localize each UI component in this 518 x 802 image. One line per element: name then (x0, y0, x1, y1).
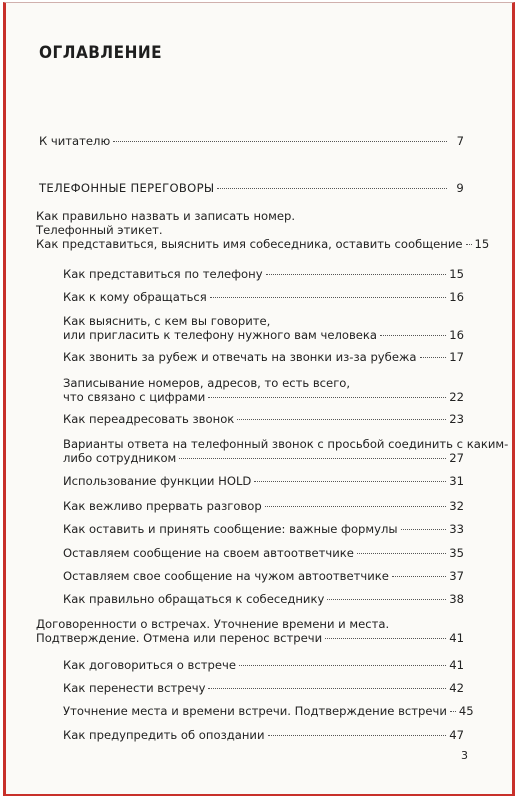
toc-entry-title: Оставляем свое сообщение на чужом автоответчике (63, 569, 389, 583)
leader-dots (268, 735, 447, 736)
toc-entry-page: 16 (449, 290, 464, 304)
toc-entry[interactable] (6, 658, 512, 672)
toc-section-title: ТЕЛЕФОННЫЕ ПЕРЕГОВОРЫ (39, 181, 215, 195)
leader-dots (208, 688, 446, 689)
toc-entry-page: 45 (458, 704, 474, 718)
toc-entry-title: Как вежливо прервать разговор (63, 499, 262, 513)
toc-entry[interactable] (6, 569, 512, 583)
toc-entry[interactable] (6, 134, 512, 148)
toc-entry-line: Варианты ответа на телефонный звонок с просьбой соединить с каким- (63, 437, 509, 451)
toc-entry-line: Договоренности о встречах. Уточнение времени и места. (36, 617, 390, 631)
leader-dots (179, 458, 446, 459)
toc-entry-page: 7 (456, 134, 464, 148)
leader-dots (208, 397, 446, 398)
toc-entry-page: 17 (449, 350, 464, 364)
toc-entry-line: Телефонный этикет. (36, 223, 163, 237)
toc-entry-title: Как правильно обращаться к собеседнику (63, 592, 325, 606)
toc-entry[interactable] (6, 290, 512, 304)
toc-entry-page: 27 (449, 451, 464, 465)
toc-entry[interactable] (6, 412, 512, 426)
toc-entry-page: 31 (449, 474, 464, 488)
toc-entry-page: 41 (449, 631, 464, 645)
toc-entry-page: 22 (449, 390, 464, 404)
toc-entry-title: Как к кому обращаться (63, 290, 207, 304)
toc-entry[interactable] (6, 499, 512, 513)
toc-entry-title: Как оставить и принять сообщение: важные формулы (63, 522, 398, 536)
toc-entry[interactable] (6, 314, 512, 342)
page-number: 3 (461, 749, 468, 762)
toc-entry-page: 16 (449, 328, 464, 342)
toc-entry-line: Записывание номеров, адресов, то есть всего, (63, 376, 351, 390)
toc-entry-title: или пригласить к телефону нужного вам человека (63, 328, 378, 342)
toc-entry-title: Как предупредить об опоздании (63, 728, 265, 742)
toc-entry-page: 38 (449, 592, 464, 606)
leader-dots (392, 576, 446, 577)
toc-entry-title: Как переадресовать звонок (63, 412, 235, 426)
toc-entry-page: 33 (449, 522, 464, 536)
toc-entry[interactable] (6, 617, 512, 645)
toc-entry-page: 15 (474, 237, 490, 251)
book-page (3, 2, 515, 796)
leader-dots (357, 553, 446, 554)
toc-entry-page: 9 (456, 181, 464, 195)
toc-entry-line: Как правильно назвать и записать номер. (36, 209, 296, 223)
toc-entry-page: 42 (449, 681, 464, 695)
leader-dots (380, 335, 446, 336)
toc-entry[interactable] (6, 728, 512, 742)
toc-entry-title: Как представиться по телефону (63, 267, 263, 281)
toc-entry-page: 23 (449, 412, 464, 426)
toc-entry[interactable] (6, 209, 512, 251)
toc-entry-title: Подтверждение. Отмена или перенос встречи (36, 631, 323, 645)
leader-dots (265, 506, 447, 507)
leader-dots (254, 481, 446, 482)
leader-dots (450, 711, 456, 712)
toc-heading: ОГЛАВЛЕНИЕ (39, 43, 163, 63)
toc-entry-page: 32 (449, 499, 464, 513)
leader-dots (217, 188, 447, 189)
toc-entry-title: Как звонить за рубеж и отвечать на звонки из-за рубежа (63, 350, 417, 364)
toc-entry-page: 47 (449, 728, 464, 742)
leader-dots (210, 297, 446, 298)
toc-section[interactable] (6, 181, 512, 195)
leader-dots (113, 141, 447, 142)
toc-entry[interactable] (6, 267, 512, 281)
toc-entry[interactable] (6, 681, 512, 695)
toc-entry[interactable] (6, 546, 512, 560)
toc-entry-title: Как договориться о встрече (63, 658, 236, 672)
toc-entry[interactable] (6, 350, 512, 364)
leader-dots (466, 244, 472, 245)
toc-entry[interactable] (6, 376, 512, 404)
leader-dots (266, 274, 447, 275)
toc-entry-title: К читателю (39, 134, 111, 148)
toc-entry[interactable] (6, 474, 512, 488)
toc-entry-title: либо сотрудником (63, 451, 177, 465)
toc-entry-title: Уточнение места и времени встречи. Подтверждение встречи (63, 704, 447, 718)
toc-entry[interactable] (6, 592, 512, 606)
leader-dots (420, 357, 447, 358)
toc-entry[interactable] (6, 437, 512, 465)
leader-dots (239, 665, 446, 666)
toc-entry-title: Как перенести встречу (63, 681, 206, 695)
toc-entry-title: Оставляем сообщение на своем автоответчике (63, 546, 354, 560)
toc-entry-page: 35 (449, 546, 464, 560)
toc-entry-page: 37 (449, 569, 464, 583)
leader-dots (401, 529, 447, 530)
leader-dots (325, 638, 446, 639)
toc-entry-title: Как представиться, выяснить имя собеседника, оставить сообщение (36, 237, 463, 251)
leader-dots (237, 419, 446, 420)
toc-entry-page: 15 (449, 267, 464, 281)
toc-entry[interactable] (6, 704, 512, 718)
toc-entry-page: 41 (449, 658, 464, 672)
toc-entry-line: Как выяснить, с кем вы говорите, (63, 314, 271, 328)
toc-entry-title: Использование функции HOLD (63, 474, 252, 488)
leader-dots (327, 599, 446, 600)
toc-entry-title: что связано с цифрами (63, 390, 206, 404)
toc-entry[interactable] (6, 522, 512, 536)
